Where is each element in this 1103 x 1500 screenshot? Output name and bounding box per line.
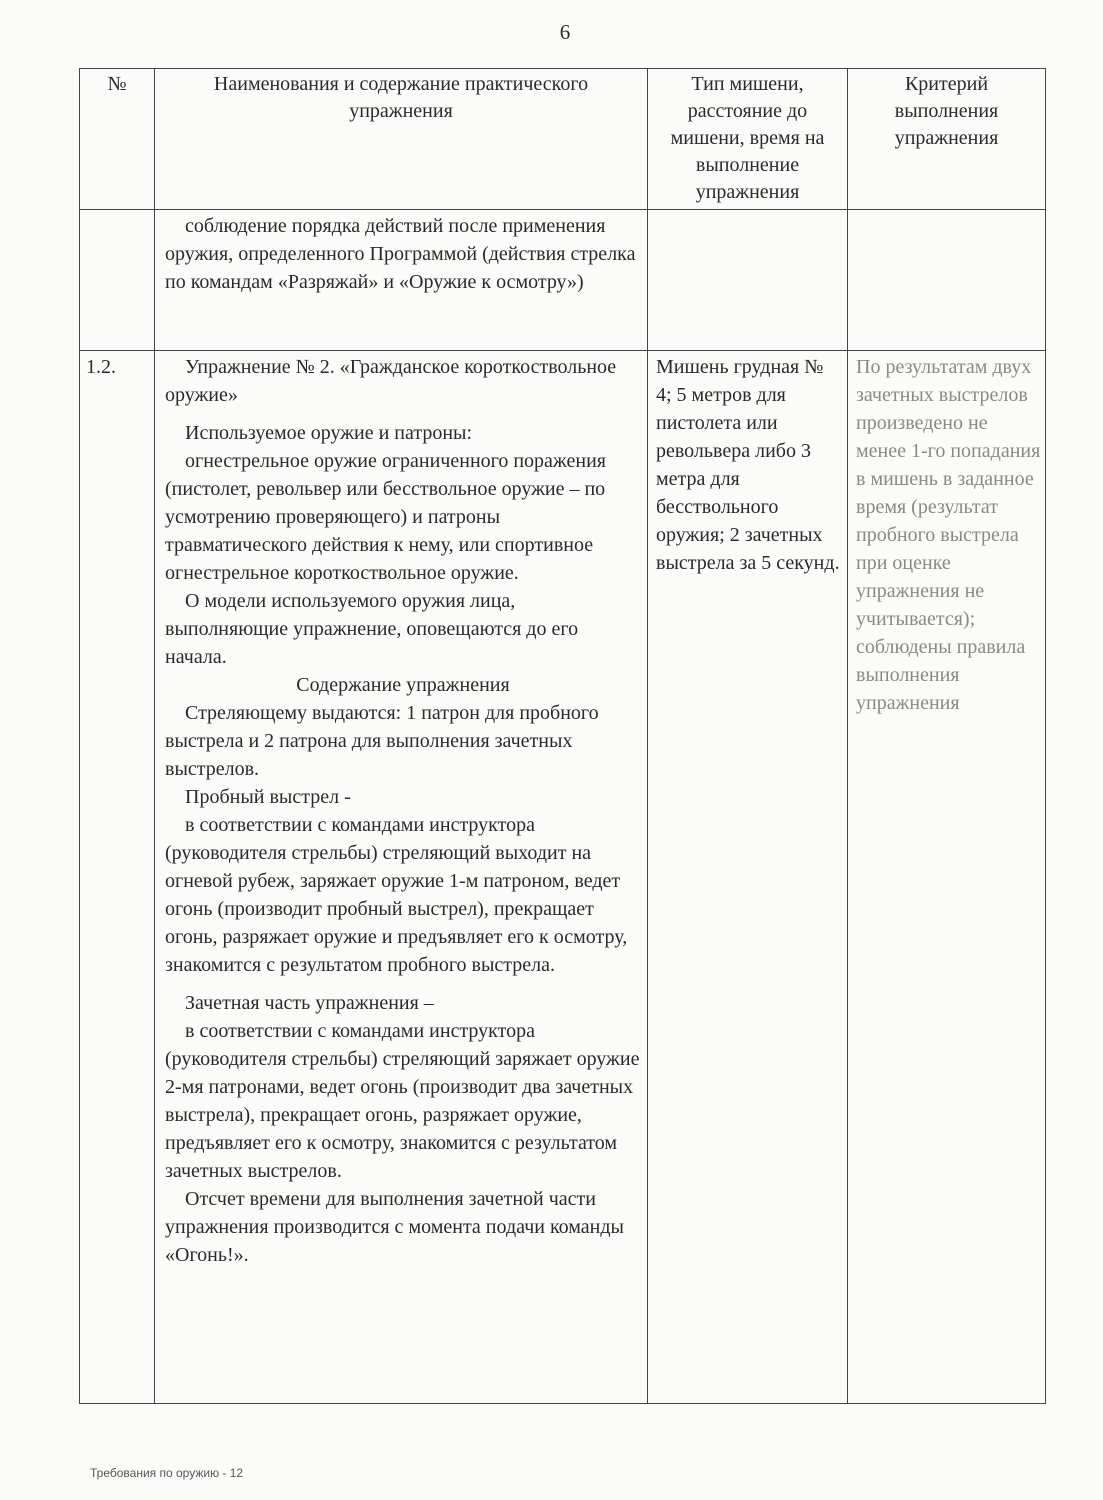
row2-criterion-cell: [848, 351, 1046, 1404]
header-target-type: Тип мишени, расстояние до мишени, время на выполнение упражнения: [648, 69, 848, 210]
table-row: [80, 351, 1046, 1404]
scoring-text-1: в соответствии с командами инструктора (руководителя стрельбы) стреляющий заряжает оружие: [165, 1020, 640, 1070]
scoring-heading: Зачетная часть упражнения –: [185, 992, 434, 1014]
header-number: №: [80, 69, 155, 210]
trial-heading: Пробный выстрел -: [185, 786, 351, 808]
header-exercise-name: Наименования и содержание практического упражнения: [155, 69, 648, 210]
issue-text: Стреляющему выдаются: 1 патрон для пробного выстрела и 2 патрона для выполнения зачетных выстрелов.: [165, 702, 599, 780]
row1-number-cell: [80, 210, 155, 351]
trial-text: в соответствии с командами инструктора (руководителя стрельбы) стреляющий выходит на огневой рубеж, заряжает оружие 1-м патроном, ведет огонь (производит пробный выстрел), прекращает огонь, разряжает оружие и предъявляет его к осмотру, знакомится с результатом пробного выстрела.: [165, 814, 628, 976]
weapons-text: огнестрельное оружие ограниченного поражения (пистолет, револьвер или бесствольное оружие – по усмотрению проверяющего) и патроны травматического действия к нему, или спортивное огнестрельное короткоствольное оружие.: [165, 450, 606, 584]
scoring-text-2: 2-мя патронами, ведет огонь (производит два зачетных выстрела), прекращает огонь, разряжает оружие, предъявляет его к осмотру, знакомится с результатом зачетных выстрелов.: [165, 1076, 634, 1182]
row1-target-cell: [648, 210, 848, 351]
content-heading: Содержание упражнения: [296, 674, 510, 696]
row2-content-cell: [155, 351, 648, 1404]
table-header-row: [80, 69, 1046, 210]
exercise-title: Упражнение № 2. «Гражданское короткоствольное оружие»: [165, 356, 617, 406]
exercise-table: [79, 68, 1046, 1404]
row2-number-cell: [80, 351, 155, 1404]
row1-criterion-cell: [848, 210, 1046, 351]
weapons-heading: Используемое оружие и патроны:: [185, 422, 473, 444]
model-text: О модели используемого оружия лица, выполняющие упражнение, оповещаются до его начала.: [165, 590, 579, 668]
row1-content-cell: [155, 210, 648, 351]
row1-text: соблюдение порядка действий после применения оружия, определенного Программой (действия стрелка по командам «Разряжай» и «Оружие к осмотру»): [165, 215, 636, 293]
page-number: 6: [559, 20, 571, 44]
exercise-number: 1.2.: [86, 356, 116, 378]
row2-target-cell: [648, 351, 848, 1404]
target-text: Мишень грудная № 4; 5 метров для пистолета или револьвера либо 3 метра для бесствольного оружия; 2 зачетных выстрела за 5 секунд.: [656, 356, 840, 574]
table-row: [80, 210, 1046, 351]
criterion-text: По результатам двух зачетных выстрелов произведено не менее 1-го попадания в мишень в заданное время (результат пробного выстрела при оценке упражнения не учитывается); соблюдены правила выполнения упражнения: [856, 356, 1041, 714]
page-footer: Требования по оружию - 12: [90, 1466, 244, 1480]
header-criterion: Критерий выполнения упражнения: [848, 69, 1046, 210]
timing-text: Отсчет времени для выполнения зачетной части упражнения производится с момента подачи команды «Огонь!».: [165, 1188, 624, 1266]
